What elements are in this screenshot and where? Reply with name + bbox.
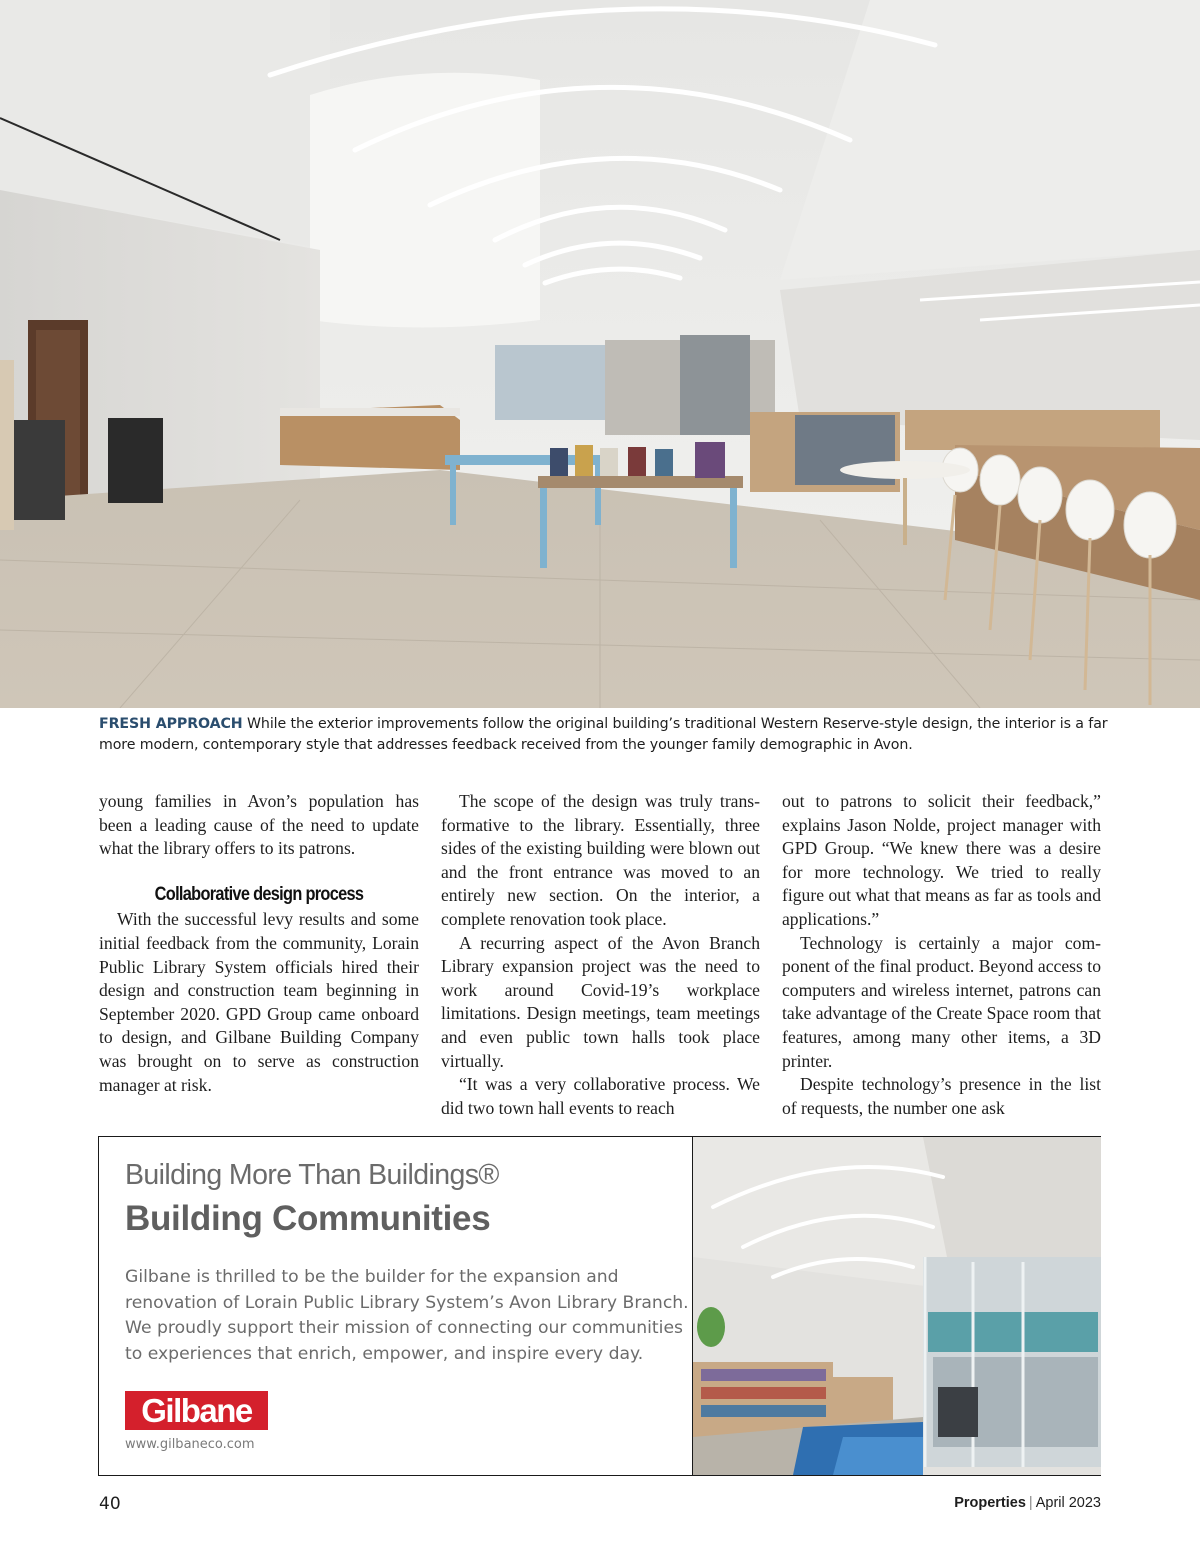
photo-caption <box>99 714 1109 756</box>
page-number: 40 <box>99 1494 121 1514</box>
article-paragraph: Despite technology’s presence in the list of requests, the number one ask <box>782 1074 1101 1118</box>
article-paragraph: “It was a very collaborative process. We did two town hall events to reach <box>441 1074 760 1118</box>
ad-photo <box>692 1137 1101 1475</box>
gilbane-advertisement <box>98 1136 1101 1476</box>
ad-tagline: Building More Than Buildings® <box>125 1159 499 1191</box>
article-paragraph: A recurring aspect of the Avon Branch Library expansion project was the need to work around Covid-19’s workplace limitations. Design meetings, team meetings and even public town halls took place virtually. <box>441 932 760 1071</box>
article-paragraph: out to patrons to solicit their feedback,” explains Jason Nolde, project manager with GPD Group. “We knew there was a desire for more technology. We tried to really figure out what that means as far as tools and applications.” <box>782 791 1101 929</box>
issue-date: April 2023 <box>1035 1495 1101 1511</box>
ad-title: Building Communities <box>125 1199 491 1238</box>
article-column-1 <box>99 790 419 1097</box>
hero-photo <box>0 0 1200 708</box>
section-subhead: Collaborative design process <box>154 883 364 905</box>
article-column-2 <box>441 790 760 1120</box>
library-teen-room-image <box>693 1137 1101 1475</box>
publication-name: Properties <box>954 1495 1026 1511</box>
ad-url-link[interactable]: www.gilbaneco.com <box>125 1437 255 1452</box>
article-paragraph: With the successful levy results and some initial feedback from the community, Lorain Public Library System officials hired their design and construction team beginning in September 2020. GPD Group came onboard to design, and Gilbane Building Company was brought on to serve as construction manager at risk. <box>99 909 419 1095</box>
ad-body: Gilbane is thrilled to be the builder for the expansion and renovation of Lorain Public Library System’s Avon Library Branch. We proudly support their mission of connecting our communities to experiences that enrich, empower, and inspire every day. <box>125 1267 689 1364</box>
caption-text: While the exterior improvements follow the original building’s traditional Western Reserve-style design, the interior is a far more modern, contemporary style that addresses feedback received from the younger family demographic in Avon. <box>99 716 1108 753</box>
article-paragraph: young families in Avon’s population has been a leading cause of the need to update what the library offers to its patrons. <box>99 791 419 859</box>
gilbane-logo: Gilbane <box>125 1391 268 1430</box>
article-column-3 <box>782 790 1101 1120</box>
article-paragraph: Technology is certainly a major component of the final product. Beyond access to computers and wireless internet, patrons can take advantage of the Create Space room that features, among many other items, a 3D printer. <box>782 932 1101 1071</box>
footer-separator: | <box>1028 1495 1033 1511</box>
article-paragraph: The scope of the design was truly transformative to the library. Essentially, three sides of the existing building were blown out and the front entrance was moved to an entirely new section. On the interior, a complete renovation took place. <box>441 791 760 929</box>
publication-footer <box>954 1495 1101 1511</box>
caption-lead: FRESH APPROACH <box>99 716 243 732</box>
library-interior-image <box>0 0 1200 708</box>
